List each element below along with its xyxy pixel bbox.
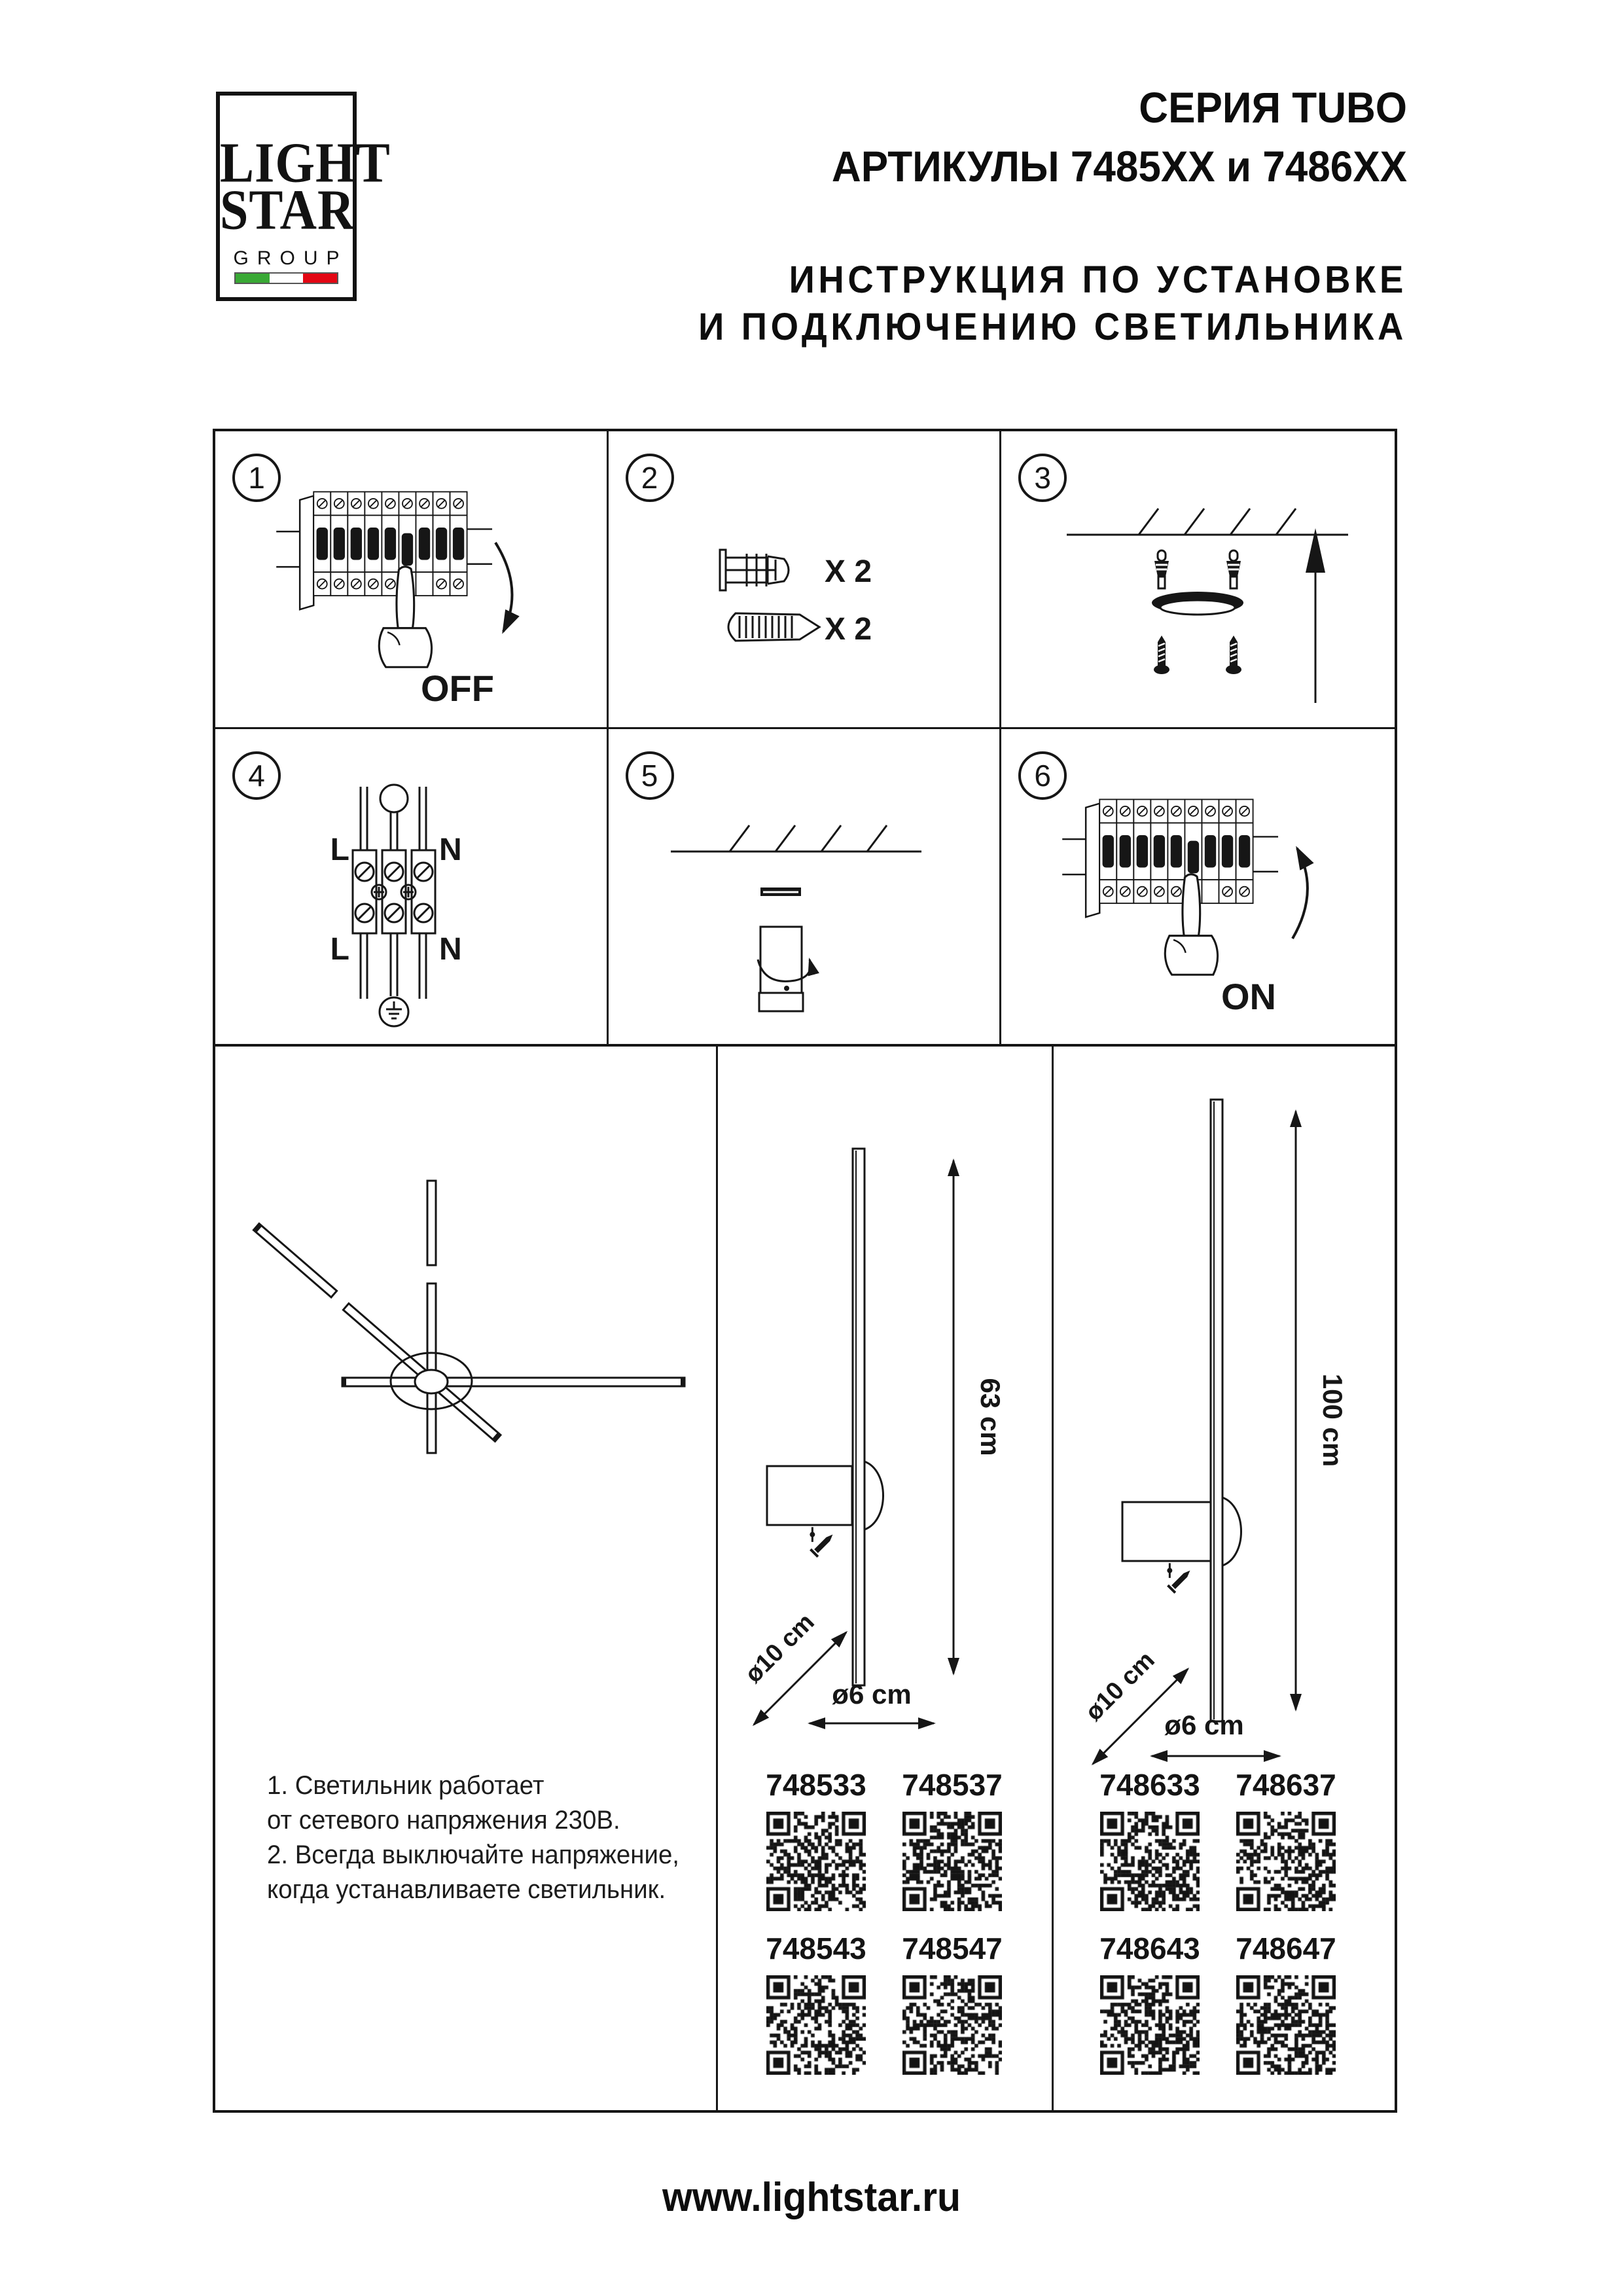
step-5-number: 5 [626, 751, 674, 800]
product-code: 748543 [766, 1931, 866, 1965]
tube-diameter-dimension [1152, 1710, 1279, 1756]
up-arrow [1306, 528, 1325, 703]
product-748637 [1217, 1767, 1355, 1911]
height-dimension [954, 1160, 1006, 1674]
document-header [698, 79, 1407, 351]
note-line: 1. Светильник работает [267, 1771, 544, 1800]
screw-qty-label: X 2 [824, 612, 872, 647]
tube-diameter-63-label: ø6 cm [832, 1679, 912, 1710]
logo-word-light: LIGHT [220, 130, 391, 194]
terminal-block-wiring-drawing [215, 729, 608, 1045]
anchor-pair [1154, 550, 1241, 588]
lightstar-logo [216, 92, 391, 301]
qr-code-748547 [902, 1975, 1002, 2075]
canopy-diameter-63-label: ø10 cm [740, 1608, 820, 1689]
product-code: 748533 [766, 1768, 866, 1802]
product-code: 748637 [1236, 1768, 1336, 1802]
screw-icon [728, 613, 819, 641]
safety-notes [267, 1768, 679, 1907]
breaker-off-drawing [215, 431, 608, 727]
step-2-panel [609, 431, 1002, 727]
canopy-mounting-drawing [609, 729, 1001, 1045]
step-1-panel [215, 431, 609, 727]
tube-diameter-dimension [810, 1679, 934, 1723]
canopy-diameter-dimension [740, 1608, 846, 1725]
qr-code-748647 [1236, 1975, 1336, 2075]
product-748643 [1080, 1931, 1219, 2075]
instruction-title-line2: И ПОДКЛЮЧЕНИЮ СВЕТИЛЬНИКА [698, 306, 1407, 348]
product-748547 [883, 1931, 1022, 2075]
qr-code-748543 [766, 1975, 866, 2075]
variant-63-dimension-drawing [718, 1044, 1054, 1764]
flag-white [270, 274, 304, 283]
qr-code-748537 [902, 1812, 1002, 1911]
product-code: 748647 [1236, 1931, 1336, 1965]
product-code: 748643 [1099, 1931, 1200, 1965]
on-label: ON [1221, 976, 1277, 1017]
note-line: когда устанавливаете светильник. [267, 1875, 666, 1904]
label-neutral-top: N [439, 833, 462, 867]
product-748543 [747, 1931, 885, 2075]
product-748633 [1080, 1767, 1219, 1911]
anchor-qty-label: X 2 [824, 554, 872, 589]
product-code: 748633 [1099, 1768, 1200, 1802]
ceiling-mounting-drawing [1001, 431, 1394, 727]
label-line-bottom: L [330, 932, 349, 967]
website-url: www.lightstar.ru [662, 2175, 961, 2220]
flag-red [303, 274, 337, 283]
step-3-number: 3 [1018, 454, 1067, 502]
height-dimension [1296, 1111, 1348, 1710]
step-3-panel [1001, 431, 1395, 727]
step-4-panel [215, 729, 609, 1044]
product-code: 748547 [902, 1931, 1003, 1965]
step-1-number: 1 [232, 454, 281, 502]
label-line-top: L [330, 833, 349, 867]
qr-code-748633 [1100, 1812, 1200, 1911]
logo-word-star: STAR [220, 177, 355, 242]
step-2-number: 2 [626, 454, 674, 502]
tube-diameter-100-label: ø6 cm [1164, 1710, 1244, 1740]
screw-pair [1154, 636, 1241, 674]
label-neutral-bottom: N [439, 932, 462, 967]
product-code: 748537 [902, 1768, 1003, 1802]
variant-100-dimension-drawing [1054, 1044, 1392, 1770]
height-63-label: 63 cm [975, 1378, 1006, 1456]
note-line: от сетевого напряжения 230В. [267, 1806, 620, 1835]
height-100-label: 100 cm [1317, 1373, 1348, 1467]
product-748533 [747, 1767, 885, 1911]
flag-green [236, 274, 270, 283]
off-label: OFF [421, 668, 494, 709]
step-6-panel [1001, 729, 1395, 1044]
wall-anchor-icon [720, 550, 789, 590]
italian-flag-stripe [236, 274, 337, 283]
logo-word-group: GROUP [233, 247, 348, 269]
series-title: СЕРИЯ TUBO [1139, 83, 1407, 132]
mounting-plate [1152, 592, 1243, 615]
instruction-title-line1: ИНСТРУКЦИЯ ПО УСТАНОВКЕ [789, 258, 1407, 301]
junction-circle [380, 785, 408, 812]
fixture-top-view-drawing [213, 1044, 715, 2108]
product-748647 [1217, 1931, 1355, 2075]
qr-code-748533 [766, 1812, 866, 1911]
articles-title: АРТИКУЛЫ 7485ХХ и 7486ХХ [831, 141, 1407, 190]
canopy-cylinder [759, 927, 803, 1011]
breaker-on-drawing [1001, 729, 1394, 1045]
note-line: 2. Всегда выключайте напряжение, [267, 1840, 679, 1869]
canopy-diameter-100-label: ø10 cm [1080, 1646, 1160, 1727]
step-6-number: 6 [1018, 751, 1067, 800]
ground-symbol [380, 997, 408, 1026]
canopy-diameter-dimension [1080, 1646, 1188, 1764]
fixings-drawing [609, 431, 1001, 727]
product-748537 [883, 1767, 1022, 1911]
step-5-panel [609, 729, 1002, 1044]
qr-code-748637 [1236, 1812, 1336, 1911]
qr-code-748643 [1100, 1975, 1200, 2075]
step-4-number: 4 [232, 751, 281, 800]
